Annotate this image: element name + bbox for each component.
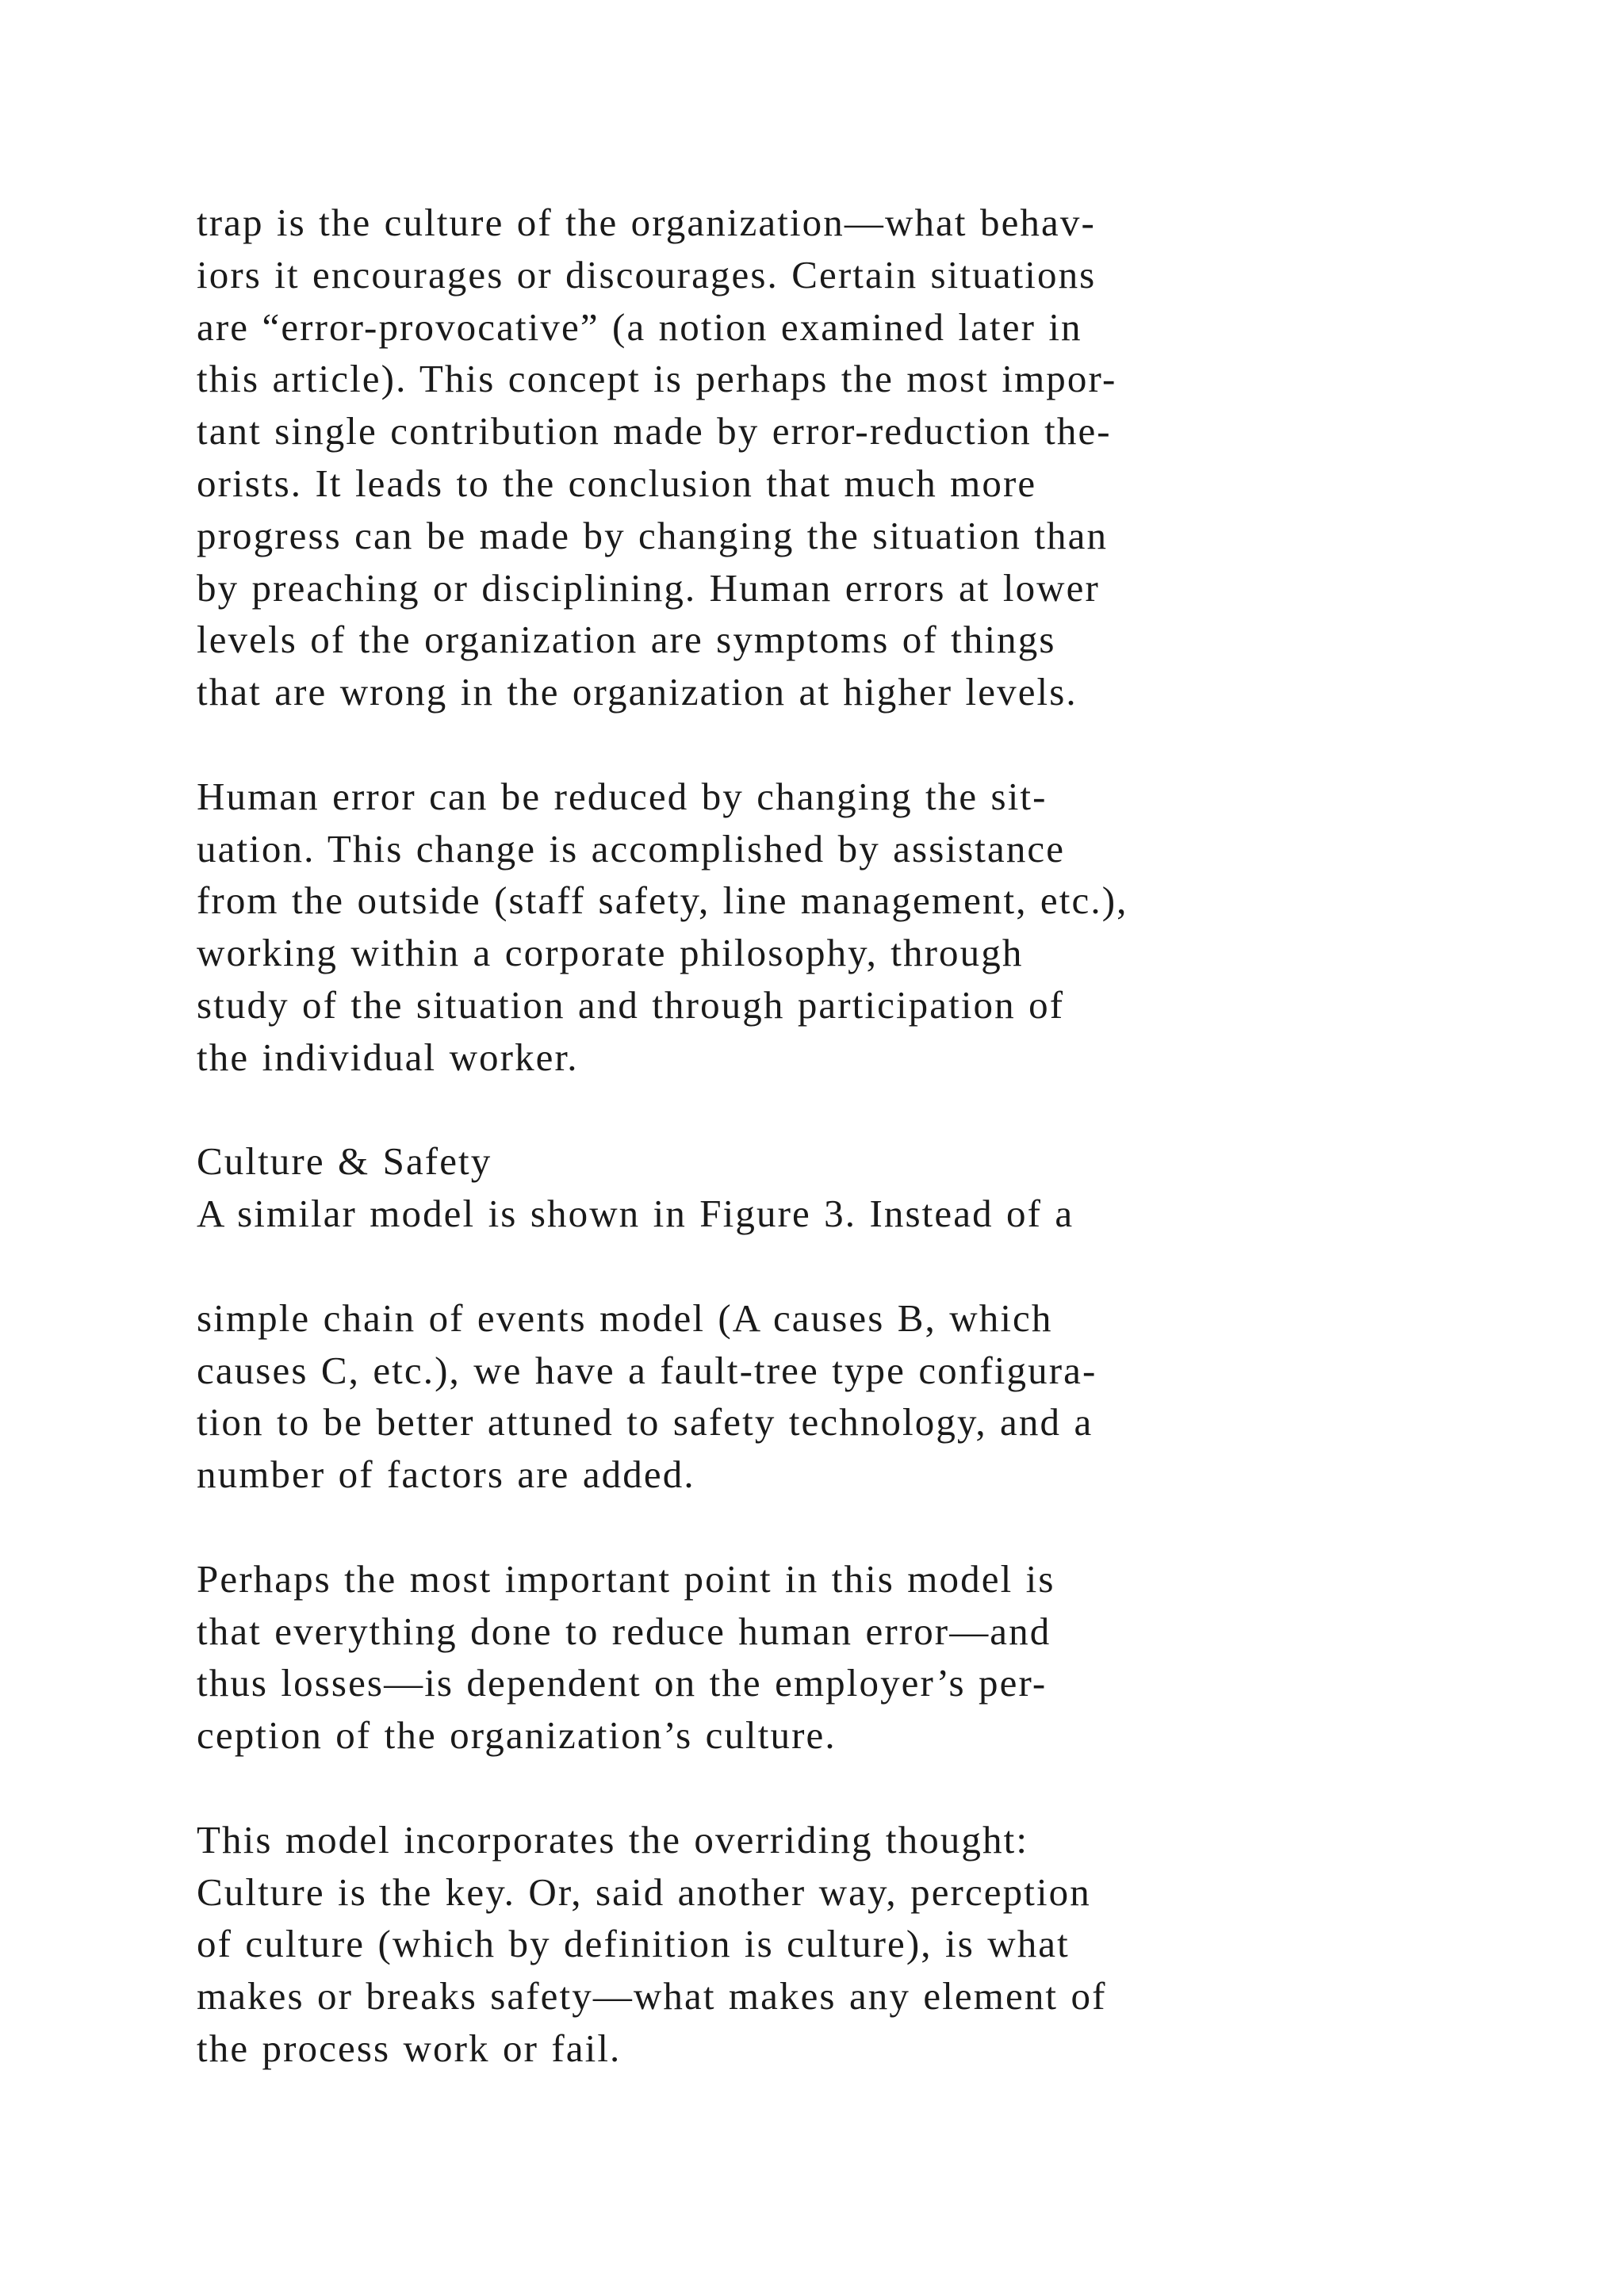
- text-line: that are wrong in the organization at higher levels.: [197, 670, 1078, 714]
- paragraph-gap: [197, 1084, 1465, 1136]
- text-line: makes or breaks safety—what makes any element of: [197, 1974, 1107, 2019]
- paragraph-gap: [197, 1240, 1465, 1292]
- paragraph-2: [197, 771, 1465, 1084]
- text-line: Culture is the key. Or, said another way, perception: [197, 1869, 1091, 1914]
- text-line: from the outside (staff safety, line management, etc.),: [197, 878, 1128, 923]
- paragraph-3: [197, 1135, 1465, 1240]
- text-line: tion to be better attuned to safety technology, and a: [197, 1400, 1094, 1445]
- text-line: tant single contribution made by error-reduction the-: [197, 409, 1112, 453]
- text-line: levels of the organization are symptoms of things: [197, 618, 1056, 662]
- text-line: thus losses—is dependent on the employer’s per-: [197, 1661, 1048, 1705]
- text-line: trap is the culture of the organization—what behav-: [197, 201, 1096, 244]
- text-line: number of factors are added.: [197, 1452, 695, 1497]
- text-line: uation. This change is accomplished by assistance: [197, 826, 1066, 871]
- paragraph-5: [197, 1553, 1465, 1762]
- paragraph-gap: [197, 1762, 1465, 1814]
- text-line: Human error can be reduced by changing the sit-: [197, 774, 1048, 818]
- text-line: this article). This concept is perhaps the most impor-: [197, 357, 1117, 401]
- text-line: causes C, etc.), we have a fault-tree type configura-: [197, 1348, 1097, 1392]
- section-heading: Culture & Safety: [197, 1139, 492, 1184]
- text-line: by preaching or disciplining. Human errors at lower: [197, 565, 1100, 610]
- paragraph-gap: [197, 718, 1465, 771]
- text-line: Perhaps the most important point in this model is: [197, 1556, 1055, 1601]
- text-line: A similar model is shown in Figure 3. Instead of a: [197, 1192, 1074, 1236]
- text-line: working within a corporate philosophy, through: [197, 931, 1024, 975]
- text-line: the individual worker.: [197, 1035, 579, 1079]
- text-column: [197, 197, 1465, 2075]
- text-line: progress can be made by changing the situation than: [197, 513, 1109, 557]
- text-line: orists. It leads to the conclusion that much more: [197, 461, 1037, 505]
- text-line: of culture (which by definition is culture), is what: [197, 1922, 1070, 1966]
- paragraph-1: [197, 197, 1465, 718]
- text-line: study of the situation and through participation of: [197, 982, 1065, 1027]
- text-line: are “error-provocative” (a notion examined later in: [197, 304, 1082, 349]
- text-line: This model incorporates the overriding thought:: [197, 1817, 1029, 1862]
- paragraph-gap: [197, 1501, 1465, 1553]
- text-line: ception of the organization’s culture.: [197, 1713, 837, 1758]
- paragraph-4: [197, 1292, 1465, 1501]
- text-line: simple chain of events model (A causes B, which: [197, 1295, 1053, 1340]
- paragraph-6: [197, 1814, 1465, 2075]
- text-line: that everything done to reduce human error—and: [197, 1609, 1051, 1653]
- text-line: the process work or fail.: [197, 2026, 622, 2070]
- text-line: iors it encourages or discourages. Certain situations: [197, 252, 1097, 297]
